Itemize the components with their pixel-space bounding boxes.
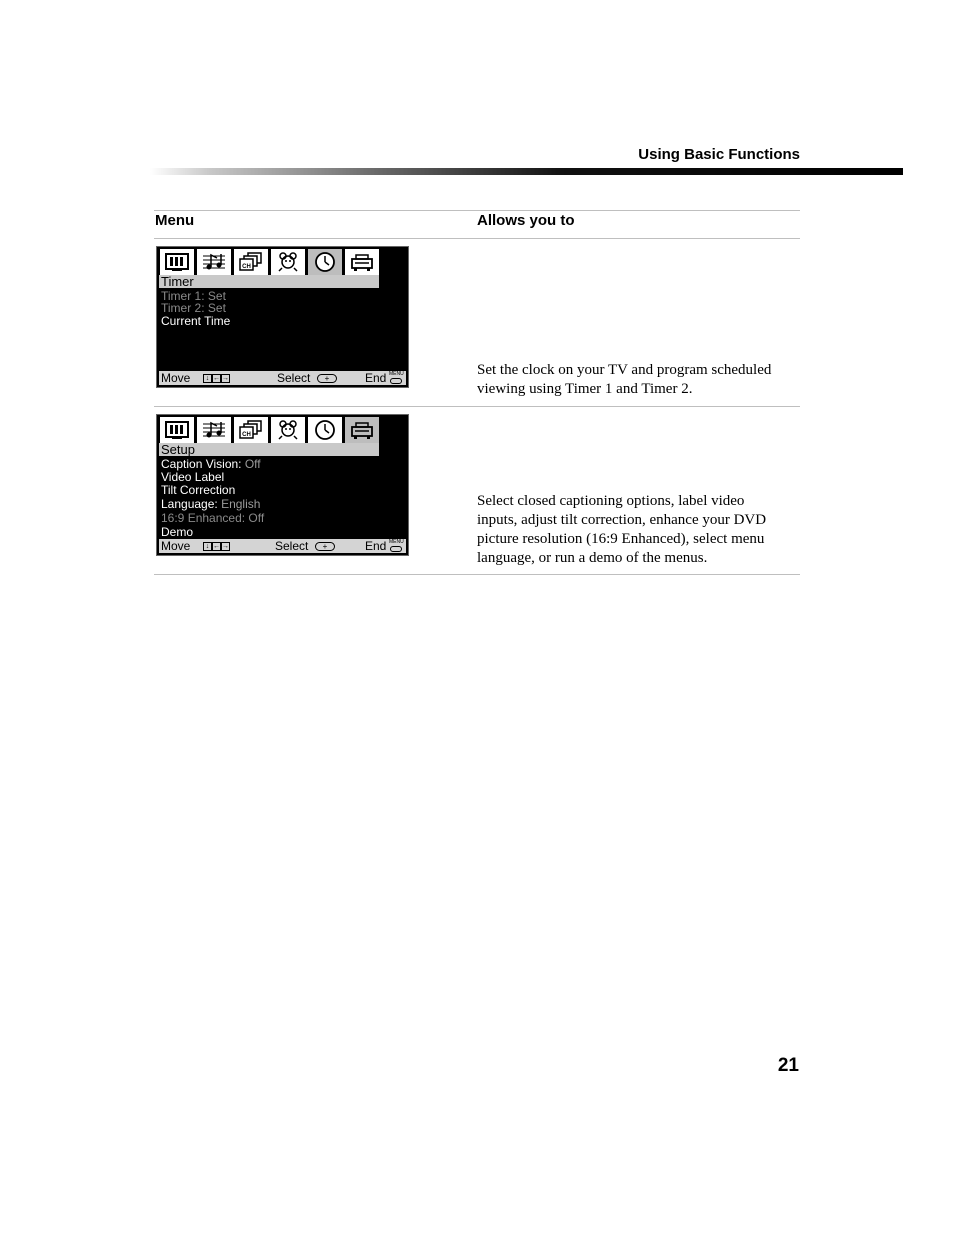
select-button-icon: + <box>317 374 337 383</box>
menu-item-caption-vision[interactable]: Caption Vision: Off <box>161 457 261 471</box>
setup-menu-screen <box>156 414 409 556</box>
table-rule-row-1 <box>154 406 800 407</box>
parent-icon <box>270 248 306 276</box>
menu-icon-row <box>159 416 381 444</box>
menu-title-bar: Timer <box>159 275 379 288</box>
setup-icon <box>344 416 380 444</box>
menu-footer-bar <box>159 371 406 385</box>
menu-item-16-9-enhanced[interactable]: 16:9 Enhanced: Off <box>161 511 265 525</box>
menu-item-language[interactable]: Language: English <box>161 497 261 511</box>
header-title: Using Basic Functions <box>638 146 800 163</box>
timer-icon <box>307 248 343 276</box>
select-button-icon: + <box>315 542 335 551</box>
timer-icon <box>307 416 343 444</box>
parent-icon <box>270 416 306 444</box>
audio-icon <box>196 416 232 444</box>
footer-end-label: End <box>365 539 387 553</box>
table-rule-header <box>154 238 800 239</box>
video-icon <box>159 248 195 276</box>
menu-footer-bar <box>159 539 406 553</box>
footer-select-label: Select <box>277 371 311 385</box>
menu-button-icon: MENU <box>389 371 403 385</box>
menu-icon-row <box>159 248 381 276</box>
channel-icon <box>233 248 269 276</box>
channel-icon <box>233 416 269 444</box>
table-rule-bottom <box>154 574 800 575</box>
setup-description: Select closed captioning options, label video inputs, adjust tilt correction, enhance your DVD picture resolution (16:9 Enhanced), select menu language, or run a demo of the menus. <box>477 493 767 566</box>
footer-move-label: Move <box>161 539 191 553</box>
move-arrows-icon: ↓ ← → <box>203 542 230 551</box>
table-rule-top <box>154 210 800 211</box>
video-icon <box>159 416 195 444</box>
footer-select-label: Select <box>275 539 309 553</box>
menu-button-icon: MENU <box>389 539 403 553</box>
menu-title-bar: Setup <box>159 443 379 456</box>
page-number: 21 <box>777 1055 799 1076</box>
menu-item-timer-2[interactable]: Timer 2: Set <box>161 301 226 315</box>
menu-item-demo[interactable]: Demo <box>161 525 194 539</box>
menu-item-timer-1[interactable]: Timer 1: Set <box>161 289 226 303</box>
timer-menu-screen <box>156 246 409 388</box>
audio-icon <box>196 248 232 276</box>
menu-item-video-label[interactable]: Video Label <box>161 470 225 484</box>
menu-item-tilt-correction[interactable]: Tilt Correction <box>161 483 236 497</box>
footer-end-label: End <box>365 371 387 385</box>
timer-description: Set the clock on your TV and program scheduled viewing using Timer 1 and Timer 2. <box>477 362 772 397</box>
col-head-allows: Allows you to <box>477 212 575 229</box>
svg-text:CH: CH <box>242 264 251 270</box>
setup-icon <box>344 248 380 276</box>
col-head-menu: Menu <box>155 212 195 229</box>
menu-item-current-time[interactable]: Current Time <box>161 314 231 328</box>
footer-move-label: Move <box>161 371 191 385</box>
svg-text:CH: CH <box>242 432 251 438</box>
move-arrows-icon: ↓ ← → <box>203 374 230 383</box>
header-bar <box>150 168 903 175</box>
